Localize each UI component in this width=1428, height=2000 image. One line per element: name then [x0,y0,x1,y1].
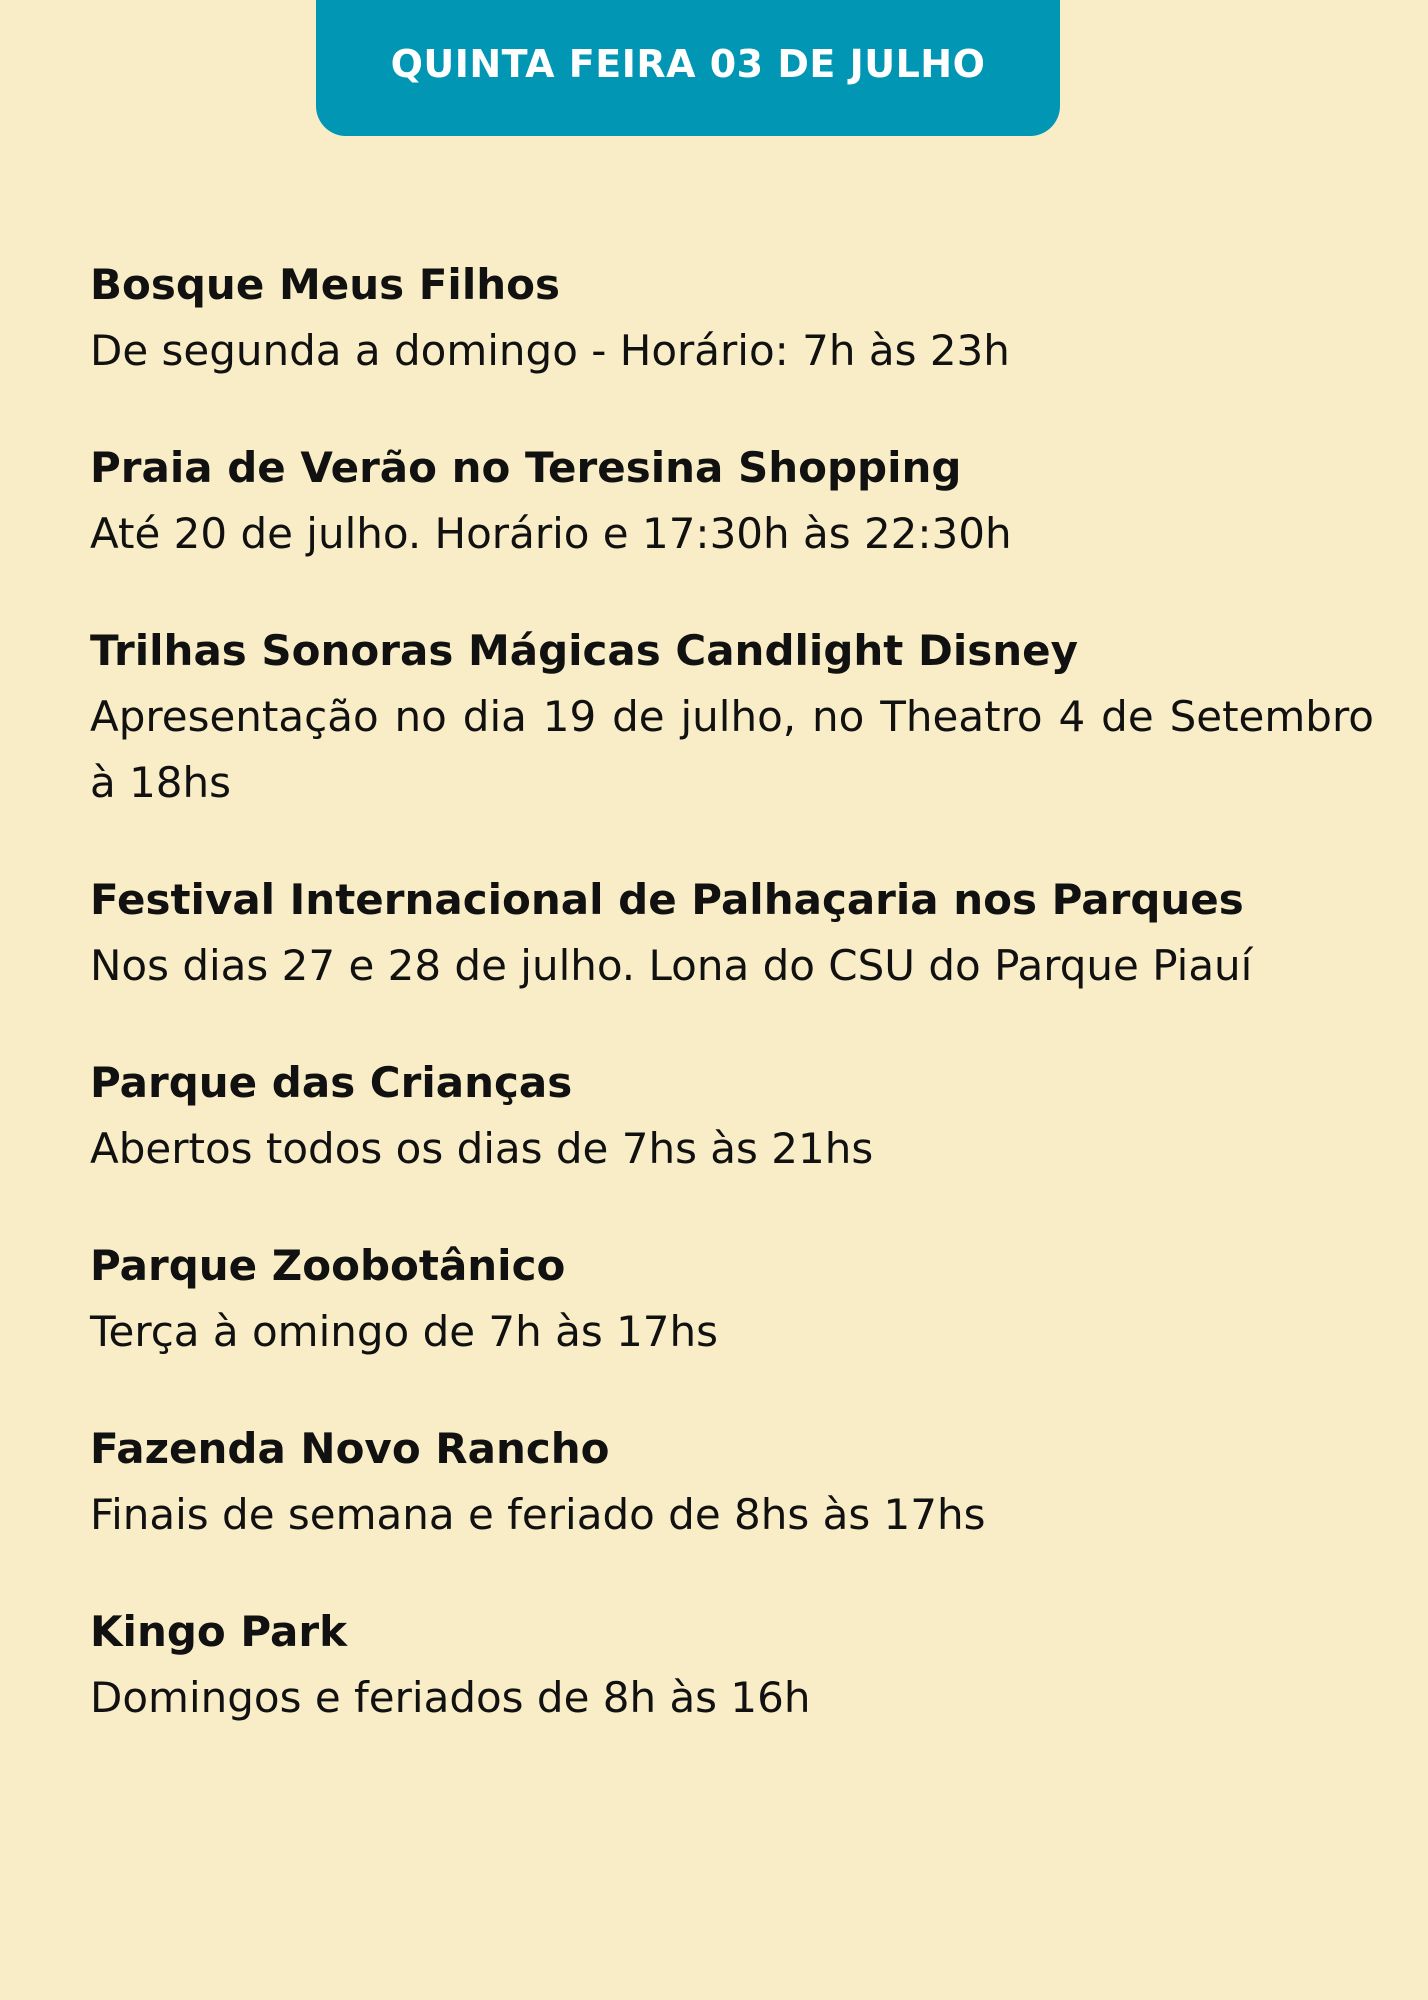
event-name: Festival Internacional de Palhaçaria nos Parques [90,875,1244,924]
event-item [90,1599,1374,1731]
event-item [90,252,1374,384]
event-item [90,618,1374,816]
event-name: Praia de Verão no Teresina Shopping [90,443,962,492]
event-name: Kingo Park [90,1607,348,1656]
event-detail: Finais de semana e feriado de 8hs às 17hs [90,1490,986,1539]
event-detail: Domingos e feriados de 8h às 16h [90,1673,811,1722]
event-name: Trilhas Sonoras Mágicas Candlight Disney [90,626,1079,675]
event-detail: Até 20 de julho. Horário e 17:30h às 22:30h [90,509,1012,558]
event-detail: Terça à omingo de 7h às 17hs [90,1307,719,1356]
event-detail: Abertos todos os dias de 7hs às 21hs [90,1124,874,1173]
event-name: Parque Zoobotânico [90,1241,566,1290]
event-name: Bosque Meus Filhos [90,260,560,309]
event-list [90,252,1374,1782]
event-detail: De segunda a domingo - Horário: 7h às 23h [90,326,1010,375]
event-name: Parque das Crianças [90,1058,573,1107]
date-header-title: QUINTA FEIRA 03 DE JULHO [390,42,986,86]
event-name: Fazenda Novo Rancho [90,1424,610,1473]
event-item [90,867,1374,999]
event-item [90,1233,1374,1365]
event-detail: Nos dias 27 e 28 de julho. Lona do CSU do Parque Piauí [90,941,1253,990]
date-header-tab [316,0,1060,136]
event-item [90,1050,1374,1182]
event-item [90,1416,1374,1548]
event-detail: Apresentação no dia 19 de julho, no Theatro 4 de Setembro à 18hs [90,692,1374,807]
event-item [90,435,1374,567]
